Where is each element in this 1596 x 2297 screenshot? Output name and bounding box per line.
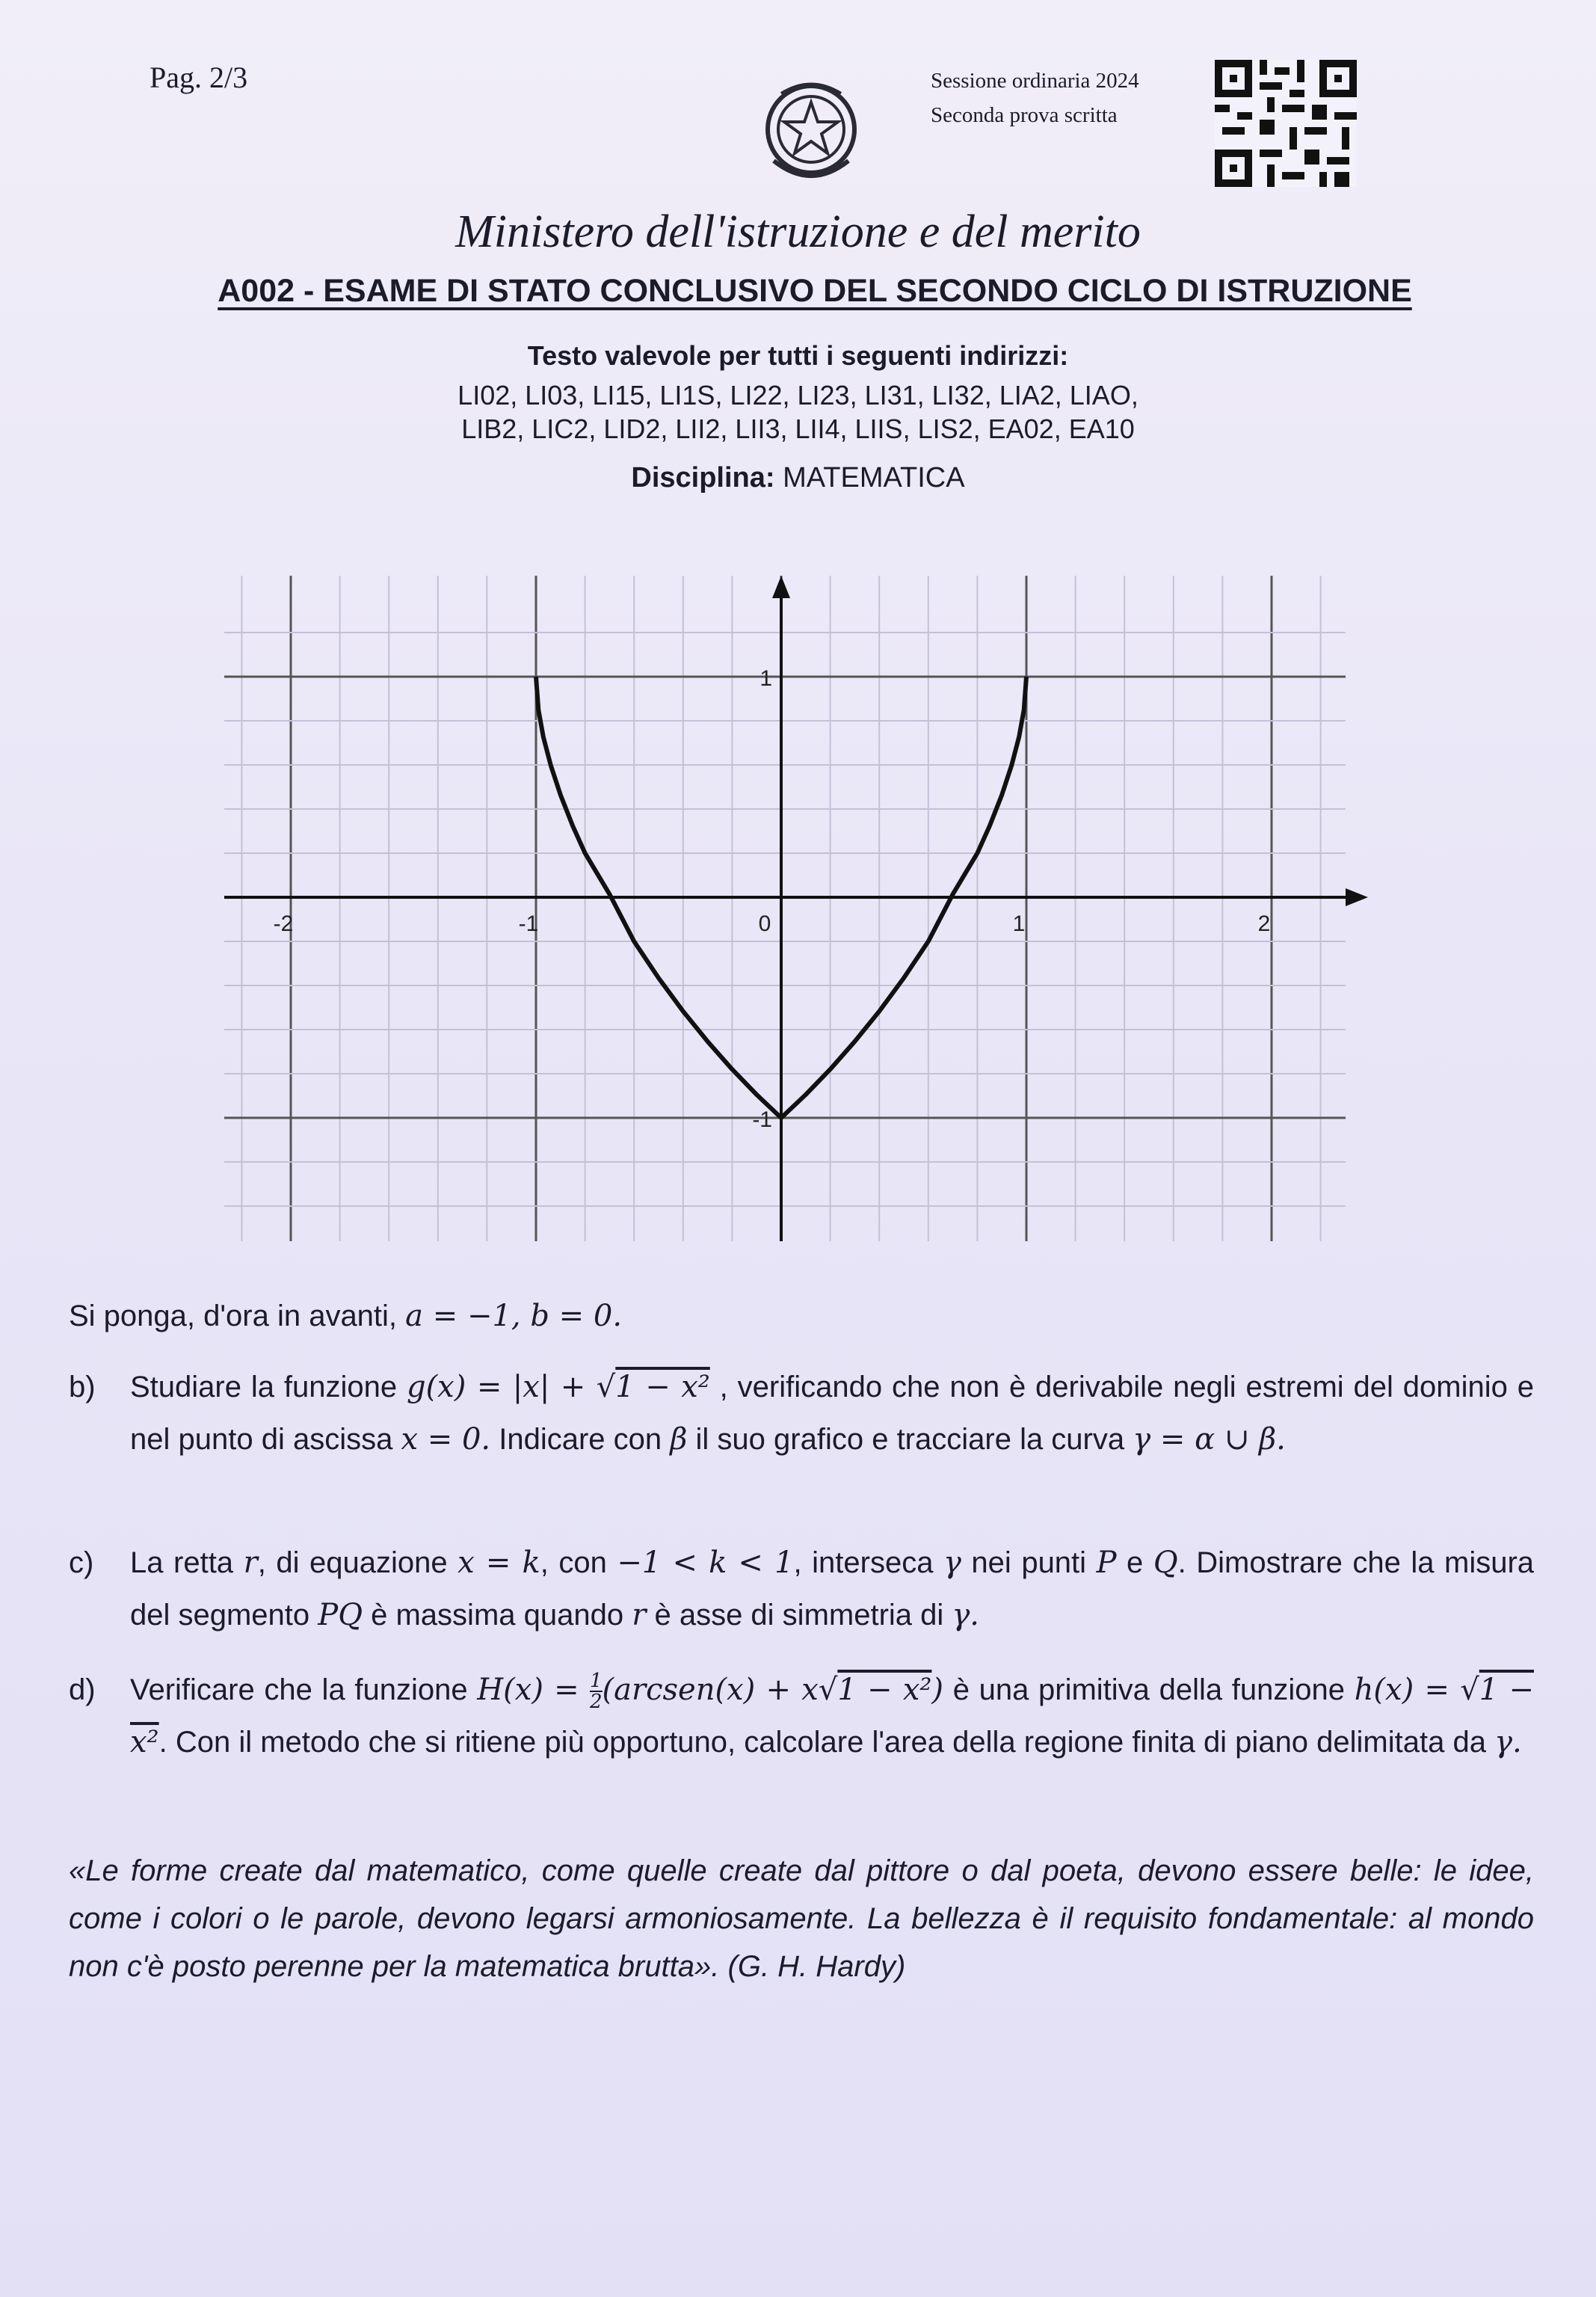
qr-code-icon [1215,60,1357,187]
graph-grid [224,576,1346,1241]
exam-title: A002 - ESAME DI STATO CONCLUSIVO DEL SECONDO CICLO DI ISTRUZIONE [218,273,1412,309]
x-tick-label: -1 [518,911,539,936]
x-tick-label: 2 [1257,911,1271,936]
valid-for-intro: Testo valevole per tutti i seguenti indirizzi: [527,340,1069,371]
y-tick-label: -1 [752,1107,772,1132]
y-tick-label: 1 [760,666,772,691]
session-info [931,64,1139,132]
function-graph [209,576,1375,1249]
x-axis-arrow [1346,888,1368,906]
intro-text: Si ponga, d'ora in avanti, [69,1300,398,1332]
session-label: Sessione ordinaria 2024 [931,69,1139,93]
intro-math: a = −1, b = 0. [405,1299,623,1333]
page-number: Pag. 2/3 [150,61,248,94]
x-tick-label: -2 [273,911,294,936]
discipline-value: MATEMATICA [783,462,965,493]
discipline-label: Disciplina: [631,462,775,493]
curriculum-codes-line2: LIB2, LIC2, LID2, LII2, LII3, LII4, LIIS, LIS2, EA02, EA10 [461,413,1135,444]
question-intro [69,1290,1534,1342]
exam-type-label: Seconda prova scritta [931,103,1118,127]
question-b-label: b) [69,1371,96,1403]
emblem-icon [751,71,871,191]
ministry-name: Ministero dell'istruzione e del merito [455,206,1141,257]
y-axis-arrow [772,576,790,598]
hardy-quote: «Le forme create dal matematico, come quelle create dal pittore o dal poeta, devono essere belle: le idee, come i colori o le parole, devono legarsi armoniosamente. La bellezza è il requisito fondamentale: al mondo non c'è posto perenne per la matematica brutta». (G. H. Hardy) [69,1854,1534,1983]
curriculum-codes-line1: LI02, LI03, LI15, LI1S, LI22, LI23, LI31, LI32, LIA2, LIAO, [457,380,1139,410]
question-d-label: d) [69,1673,96,1706]
x-tick-label: 1 [1012,911,1026,936]
question-c-label: c) [69,1546,94,1579]
x-tick-label: 0 [758,911,771,936]
discipline [0,462,1596,494]
graph-tick-labels [274,666,1271,1132]
